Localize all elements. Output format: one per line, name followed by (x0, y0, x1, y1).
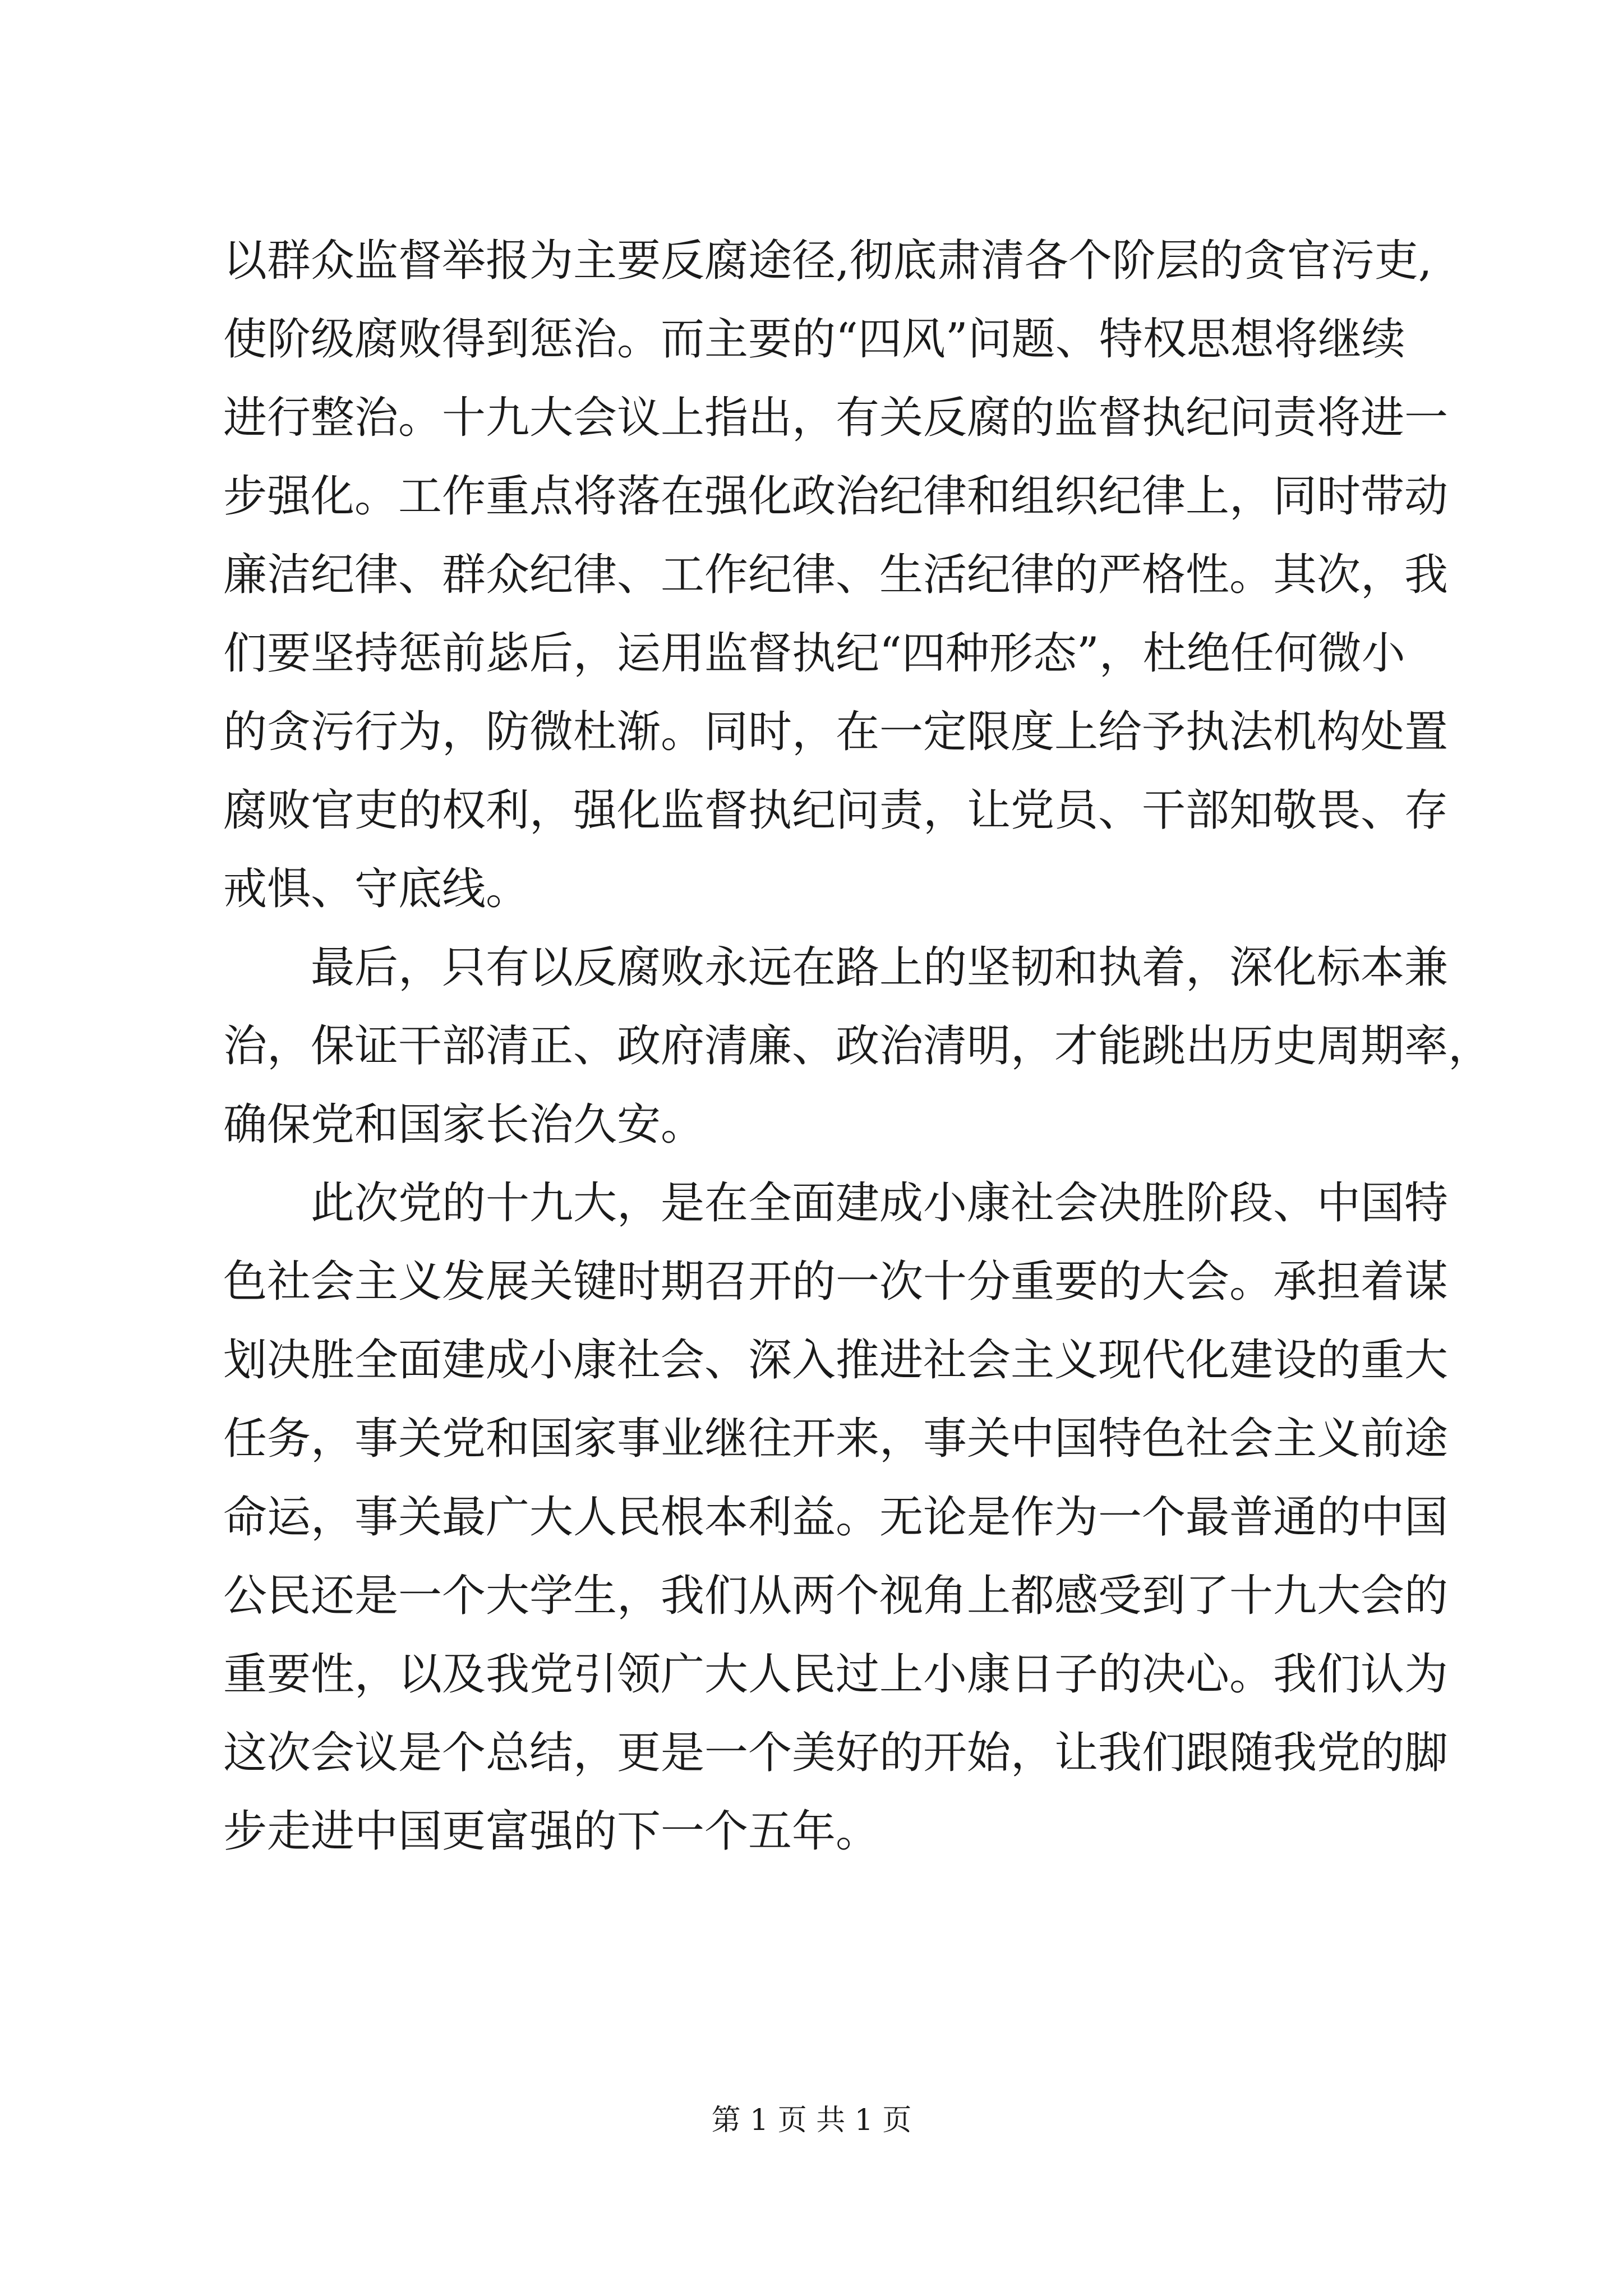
text-line: 腐败官吏的权利，强化监督执纪问责，让党员、干部知敬畏、存 (223, 785, 1449, 836)
text-line: 步走进中国更富强的下一个五年。 (223, 1806, 880, 1857)
text-line: 任务，事关党和国家事业继往开来，事关中国特色社会主义前途 (223, 1414, 1449, 1464)
text-line: 的贪污行为，防微杜渐。同时，在一定限度上给予执法机构处置 (223, 707, 1449, 757)
text-line: 戒惧、守底线。 (223, 864, 530, 914)
text-line: 廉洁纪律、群众纪律、工作纪律、生活纪律的严格性。其次，我 (223, 550, 1449, 600)
document-body (223, 222, 1492, 1871)
paragraph (223, 928, 1492, 1164)
text-line: 这次会议是个总结，更是一个美好的开始，让我们跟随我党的脚 (223, 1728, 1449, 1778)
text-line: 治，保证干部清正、政府清廉、政治清明，才能跳出历史周期率， (223, 1021, 1492, 1071)
text-line: 确保党和国家长治久安。 (223, 1099, 705, 1150)
text-line: 公民还是一个大学生，我们从两个视角上都感受到了十九大会的 (223, 1571, 1449, 1621)
text-line: 重要性，以及我党引领广大人民过上小康日子的决心。我们认为 (223, 1649, 1449, 1700)
paragraph (223, 1164, 1468, 1871)
text-line: 以群众监督举报为主要反腐途径,彻底肃清各个阶层的贪官污吏, (223, 236, 1432, 286)
text-line: 划决胜全面建成小康社会、深入推进社会主义现代化建设的重大 (223, 1335, 1449, 1386)
text-line: 使阶级腐败得到惩治。而主要的“四风”问题、特权思想将继续 (223, 314, 1405, 365)
text-line: 们要坚持惩前毖后，运用监督执纪“四种形态”，杜绝任何微小 (223, 628, 1405, 679)
text-line: 最后，只有以反腐败永远在路上的坚韧和执着，深化标本兼 (311, 942, 1449, 993)
page-footer: 第 1 页 共 1 页 (711, 2104, 912, 2137)
paragraph (223, 222, 1468, 928)
text-line: 此次党的十九大，是在全面建成小康社会决胜阶段、中国特 (311, 1178, 1449, 1228)
text-line: 色社会主义发展关键时期召开的一次十分重要的大会。承担着谋 (223, 1257, 1449, 1307)
text-line: 进行整治。十九大会议上指出，有关反腐的监督执纪问责将进一 (223, 393, 1449, 443)
text-line: 步强化。工作重点将落在强化政治纪律和组织纪律上，同时带动 (223, 471, 1449, 522)
text-line: 命运，事关最广大人民根本利益。无论是作为一个最普通的中国 (223, 1492, 1449, 1543)
